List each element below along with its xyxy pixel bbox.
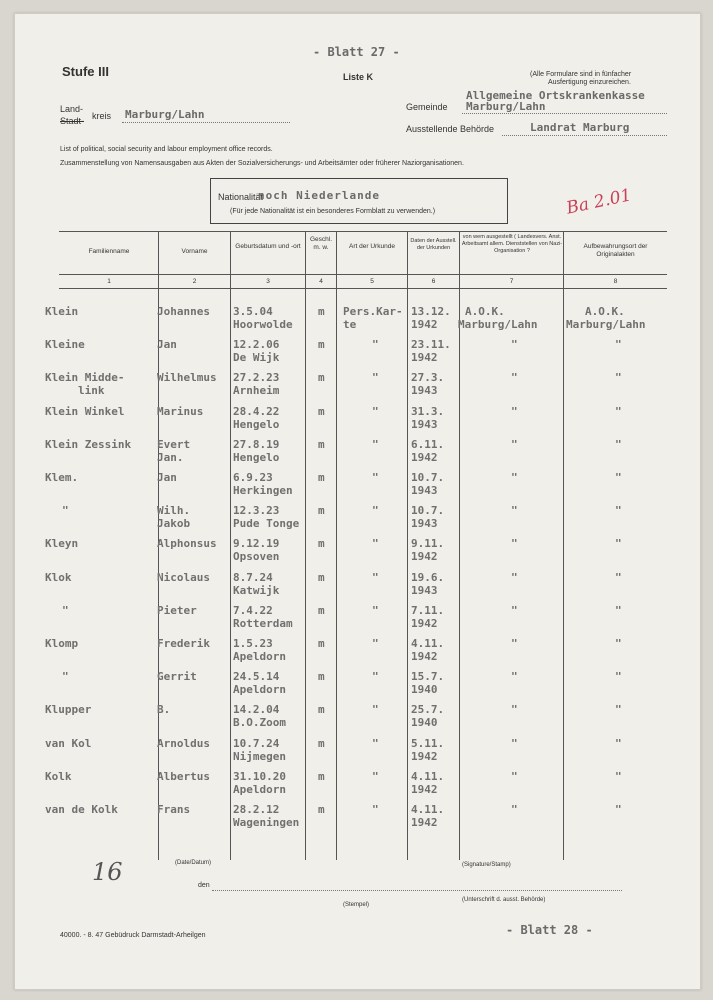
cell-ausgestellt-von: ": [511, 537, 518, 551]
nationality-label: Nationalität: [218, 192, 264, 202]
stempel-label: (Stempel): [343, 902, 370, 908]
cell-ausstelldatum: 6.11.: [411, 437, 445, 451]
stufe-label: Stufe III: [62, 64, 109, 79]
cell-art-urkunde: ": [372, 404, 379, 418]
cell-ausstelldatum: 4.11.: [411, 803, 445, 816]
cell-familienname: Klein: [45, 305, 79, 318]
submission-note-2: Ausfertigung einzureichen.: [548, 79, 631, 86]
gemeinde-label: Gemeinde: [406, 102, 448, 112]
cell-geschlecht: m: [318, 803, 325, 816]
cell-geburtsdatum-line2: Rotterdam: [233, 616, 293, 630]
cell-familienname: Klein Midde-: [45, 371, 125, 385]
cell-aufbewahrungsort: ": [615, 570, 622, 584]
cell-geburtsdatum: 12.2.06: [233, 338, 280, 352]
col-divider-7: [563, 231, 564, 860]
kreis-label: kreis: [92, 111, 112, 121]
cell-art-urkunde: ": [372, 703, 379, 717]
cell-geschlecht: m: [318, 769, 325, 783]
cell-ausgestellt-von: ": [511, 670, 518, 684]
nationality-note: (Für jede Nationalität ist ein besonderes Formblatt zu verwenden.): [230, 208, 436, 215]
cell-ausgestellt-von: ": [511, 437, 518, 451]
cell-familienname: ": [62, 504, 69, 518]
header-vorname: Vorname: [181, 248, 208, 255]
cell-ausgestellt-von: ": [511, 504, 518, 518]
cell-ausgestellt-von: ": [511, 570, 518, 584]
cell-aufbewahrungsort: ": [615, 736, 622, 750]
cell-ausstelldatum-line2: 1942: [411, 816, 438, 829]
cell-geschlecht: m: [318, 637, 325, 650]
cell-geburtsdatum: 6.9.23: [233, 471, 273, 484]
cell-ausstelldatum-line2: 1942: [411, 450, 438, 464]
cell-familienname: Klupper: [45, 703, 92, 717]
cell-geburtsdatum-line2: Apeldorn: [233, 683, 286, 697]
cell-geburtsdatum-line2: De Wijk: [233, 351, 280, 365]
col-number-8: 8: [613, 278, 618, 285]
printer-imprint: 40000. - 8. 47 Gebüdruck Darmstadt-Arheilgen: [60, 932, 206, 939]
list-description-de: Zusammenstellung von Namensausgaben aus Akten der Sozialversicherungs- und Arbeitsämter oder früherer Naziorganisationen.: [60, 160, 464, 167]
cell-familienname: Kolk: [45, 769, 72, 783]
liste-label: Liste K: [343, 72, 374, 82]
cell-ausgestellt-von: ": [511, 736, 518, 750]
cell-geschlecht: m: [318, 371, 325, 385]
cell-geburtsdatum: 28.4.22: [233, 404, 280, 418]
col-number-1: 1: [107, 278, 111, 285]
cell-ausstelldatum-line2: 1942: [411, 782, 438, 796]
header-geburtsdatum: Geburtsdatum und -ort: [235, 243, 301, 250]
cell-art-urkunde: ": [372, 537, 379, 551]
cell-familienname: van de Kolk: [45, 803, 118, 816]
cell-familienname: van Kol: [45, 736, 92, 750]
cell-ausgestellt-von: ": [511, 404, 518, 418]
cell-vorname: Nicolaus: [157, 570, 210, 584]
kreis-value: Marburg/Lahn: [125, 108, 205, 121]
cell-geburtsdatum: 27.8.19: [233, 437, 280, 451]
cell-ausstelldatum: 15.7.: [411, 670, 445, 684]
header-ausgestellt-von: von wem ausgestellt ( Landesvers. Anst. Arbeitsamt allem. Dienststellen von Nazi-Organisation ?: [461, 234, 563, 254]
cell-aufbewahrungsort: ": [615, 670, 622, 684]
cell-geschlecht: m: [318, 504, 325, 518]
cell-geschlecht: m: [318, 471, 325, 484]
header-geschlecht: Geschl. m. w.: [309, 236, 333, 251]
unterschrift-label: (Unterschrift d. ausst. Behörde): [462, 897, 546, 903]
cell-vorname: Jan: [157, 338, 177, 352]
table-header-border: [59, 274, 667, 275]
blatt-number-bottom: - Blatt 28 -: [506, 923, 593, 937]
cell-geburtsdatum: 12.3.23: [233, 504, 280, 518]
cell-geburtsdatum-line2: Hengelo: [233, 450, 280, 464]
cell-geschlecht: m: [318, 603, 325, 617]
cell-aufbewahrungsort: ": [615, 537, 622, 551]
cell-aufbewahrungsort: ": [615, 404, 622, 418]
cell-ausgestellt-von: ": [511, 471, 518, 484]
cell-vorname-line2: Jan.: [157, 450, 184, 464]
cell-ausgestellt-von: ": [511, 338, 518, 352]
col-number-3: 3: [266, 278, 270, 285]
cell-aufbewahrungsort: ": [615, 504, 622, 518]
header-daten: Daten der Ausstell. der Urkunden: [410, 238, 457, 251]
col-number-5: 5: [370, 278, 374, 285]
cell-art-urkunde: ": [372, 338, 379, 352]
cell-geburtsdatum: 24.5.14: [233, 670, 280, 684]
cell-familienname: Klok: [45, 570, 72, 584]
cell-art-urkunde: ": [372, 769, 379, 783]
cell-vorname: Albertus: [157, 769, 210, 783]
table-number-border: [59, 288, 667, 289]
cell-vorname-line2: Jakob: [157, 517, 191, 531]
cell-familienname: Klein Winkel: [45, 404, 125, 418]
header-art-urkunde: Art der Urkunde: [349, 243, 395, 250]
signature-label: (Signature/Stamp): [462, 862, 511, 868]
cell-ausgestellt-von: A.O.K.: [465, 305, 505, 318]
header-aufbewahrungsort: Aufbewahrungsort der Originalakten: [583, 243, 648, 258]
col-divider-4: [336, 231, 337, 860]
cell-geburtsdatum-line2: B.O.Zoom: [233, 716, 286, 730]
cell-ausstelldatum-line2: 1942: [411, 616, 438, 630]
cell-familienname: Klem.: [45, 471, 79, 484]
cell-ausstelldatum: 7.11.: [411, 603, 445, 617]
cell-ausgestellt-von: ": [511, 603, 518, 617]
cell-ausstelldatum-line2: 1940: [411, 716, 438, 730]
behoerde-label: Ausstellende Behörde: [406, 124, 495, 134]
behoerde-value: Landrat Marburg: [530, 121, 630, 134]
cell-aufbewahrungsort: ": [615, 603, 622, 617]
col-divider-3: [305, 231, 306, 860]
cell-art-urkunde: ": [372, 803, 379, 816]
cell-art-urkunde: ": [372, 603, 379, 617]
cell-aufbewahrungsort: ": [615, 703, 622, 717]
cell-geschlecht: m: [318, 437, 325, 451]
cell-vorname: B.: [157, 703, 171, 717]
cell-ausstelldatum: 31.3.: [411, 404, 445, 418]
cell-ausgestellt-von: ": [511, 803, 518, 816]
blatt-number-top: - Blatt 27 -: [313, 45, 400, 59]
cell-familienname: Kleyn: [45, 537, 79, 551]
cell-geburtsdatum: 7.4.22: [233, 603, 273, 617]
cell-art-urkunde: ": [372, 504, 379, 518]
land-label: Land-: [60, 104, 84, 114]
cell-familienname: ": [62, 603, 69, 617]
cell-ausstelldatum-line2: 1942: [411, 650, 438, 663]
cell-ausgestellt-von-line2: Marburg/Lahn: [458, 318, 538, 331]
cell-vorname: Wilhelmus: [157, 371, 217, 385]
cell-geburtsdatum-line2: Apeldorn: [233, 650, 286, 663]
header-familienname: Familienname: [88, 248, 130, 255]
cell-vorname: Johannes: [157, 305, 210, 318]
cell-geburtsdatum: 9.12.19: [233, 537, 280, 551]
cell-art-urkunde: ": [372, 570, 379, 584]
cell-geschlecht: m: [318, 338, 325, 352]
cell-aufbewahrungsort-line2: Marburg/Lahn: [566, 318, 646, 331]
cell-aufbewahrungsort: ": [615, 338, 622, 352]
cell-familienname: Kleine: [45, 338, 85, 352]
cell-ausstelldatum: 9.11.: [411, 537, 445, 551]
cell-vorname: Pieter: [157, 603, 197, 617]
cell-geburtsdatum-line2: Opsoven: [233, 550, 280, 564]
cell-familienname: Klein Zessink: [45, 437, 132, 451]
gemeinde-value-2: Marburg/Lahn: [466, 100, 546, 113]
cell-ausstelldatum-line2: 1943: [411, 417, 438, 431]
cell-ausgestellt-von: ": [511, 371, 518, 385]
cell-art-urkunde: ": [372, 670, 379, 684]
cell-ausgestellt-von: ": [511, 637, 518, 650]
cell-geburtsdatum: 8.7.24: [233, 570, 273, 584]
cell-geburtsdatum-line2: Hengelo: [233, 417, 280, 431]
cell-aufbewahrungsort: ": [615, 371, 622, 385]
gemeinde-underline: [462, 113, 667, 114]
cell-aufbewahrungsort: ": [615, 769, 622, 783]
col-number-2: 2: [192, 278, 197, 285]
gemeinde-value-1: Allgemeine Ortskrankenkasse: [466, 89, 645, 102]
footer-signature-line: [212, 890, 622, 891]
red-handwritten-mark: Ba 2.01: [564, 185, 634, 219]
cell-art-urkunde: Pers.Kar-: [343, 305, 403, 318]
cell-geburtsdatum: 28.2.12: [233, 803, 280, 816]
col-divider-2: [230, 231, 231, 860]
cell-geburtsdatum: 10.7.24: [233, 736, 280, 750]
cell-geburtsdatum: 3.5.04: [233, 305, 273, 318]
cell-ausstelldatum: 10.7.: [411, 471, 445, 484]
submission-note-1: (Alle Formulare sind in fünfacher: [530, 71, 632, 78]
col-number-4: 4: [319, 278, 323, 285]
cell-geschlecht: m: [318, 736, 325, 750]
behoerde-underline: [502, 135, 667, 136]
cell-aufbewahrungsort: A.O.K.: [585, 305, 625, 318]
cell-ausstelldatum-line2: 1942: [411, 318, 438, 331]
cell-familienname: ": [62, 670, 69, 684]
cell-familienname-line2: link: [78, 384, 105, 398]
cell-geburtsdatum: 27.2.23: [233, 371, 280, 385]
cell-geburtsdatum-line2: Arnheim: [233, 384, 280, 398]
handwritten-number: 16: [92, 858, 123, 886]
cell-vorname: Frederik: [157, 637, 210, 650]
cell-geschlecht: m: [318, 570, 325, 584]
cell-art-urkunde: ": [372, 371, 379, 385]
cell-art-urkunde: ": [372, 471, 379, 484]
cell-vorname: Evert: [157, 437, 191, 451]
cell-geschlecht: m: [318, 703, 325, 717]
cell-ausstelldatum: 13.12.: [411, 305, 451, 318]
cell-ausgestellt-von: ": [511, 769, 518, 783]
cell-ausstelldatum-line2: 1943: [411, 517, 438, 531]
cell-vorname: Alphonsus: [157, 537, 217, 551]
cell-geburtsdatum: 31.10.20: [233, 769, 286, 783]
table-top-border: [59, 231, 667, 232]
cell-art-urkunde: ": [372, 637, 379, 650]
cell-geburtsdatum-line2: Wageningen: [233, 816, 300, 829]
cell-geburtsdatum: 14.2.04: [233, 703, 280, 717]
col-divider-5: [407, 231, 408, 860]
cell-familienname: Klomp: [45, 637, 79, 650]
cell-vorname: Gerrit: [157, 670, 197, 684]
cell-geschlecht: m: [318, 670, 325, 684]
cell-geschlecht: m: [318, 537, 325, 551]
cell-vorname: Frans: [157, 803, 191, 816]
cell-ausstelldatum: 4.11.: [411, 637, 445, 650]
nationality-value: noch Niederlande: [258, 189, 380, 202]
stadt-label: Stadt-: [60, 116, 85, 126]
cell-ausstelldatum: 10.7.: [411, 504, 445, 518]
cell-vorname: Marinus: [157, 404, 204, 418]
list-description-en: List of political, social security and labour employment office records.: [60, 146, 273, 153]
cell-art-urkunde-line2: te: [343, 318, 357, 331]
cell-ausstelldatum-line2: 1943: [411, 583, 438, 597]
cell-vorname: Wilh.: [157, 504, 191, 518]
cell-ausstelldatum: 27.3.: [411, 371, 445, 385]
cell-aufbewahrungsort: ": [615, 803, 622, 816]
cell-geburtsdatum-line2: Apeldorn: [233, 782, 286, 796]
cell-ausstelldatum: 19.6.: [411, 570, 445, 584]
cell-geburtsdatum-line2: Herkingen: [233, 484, 293, 497]
cell-geburtsdatum-line2: Hoorwolde: [233, 318, 293, 331]
cell-ausstelldatum-line2: 1942: [411, 749, 438, 763]
cell-ausstelldatum-line2: 1943: [411, 484, 438, 497]
cell-ausstelldatum: 4.11.: [411, 769, 445, 783]
cell-aufbewahrungsort: ": [615, 637, 622, 650]
cell-ausstelldatum-line2: 1940: [411, 683, 438, 697]
cell-ausstelldatum: 25.7.: [411, 703, 445, 717]
cell-geburtsdatum: 1.5.23: [233, 637, 273, 650]
cell-ausstelldatum: 23.11.: [411, 338, 451, 352]
cell-ausstelldatum-line2: 1943: [411, 384, 438, 398]
cell-geschlecht: m: [318, 305, 325, 318]
cell-ausstelldatum: 5.11.: [411, 736, 445, 750]
col-number-7: 7: [509, 278, 514, 285]
cell-aufbewahrungsort: ": [615, 437, 622, 451]
den-label: den: [198, 882, 210, 889]
cell-ausstelldatum-line2: 1942: [411, 351, 438, 365]
cell-geburtsdatum-line2: Nijmegen: [233, 749, 286, 763]
cell-art-urkunde: ": [372, 736, 379, 750]
cell-geburtsdatum-line2: Katwijk: [233, 583, 280, 597]
kreis-underline: [122, 122, 290, 123]
cell-vorname: Jan: [157, 471, 177, 484]
cell-aufbewahrungsort: ": [615, 471, 622, 484]
cell-vorname: Arnoldus: [157, 736, 210, 750]
cell-ausstelldatum-line2: 1942: [411, 550, 438, 564]
cell-ausgestellt-von: ": [511, 703, 518, 717]
cell-art-urkunde: ": [372, 437, 379, 451]
date-label: (Date/Datum): [175, 860, 212, 866]
cell-geschlecht: m: [318, 404, 325, 418]
col-number-6: 6: [431, 278, 436, 285]
cell-geburtsdatum-line2: Pude Tonge: [233, 517, 300, 531]
